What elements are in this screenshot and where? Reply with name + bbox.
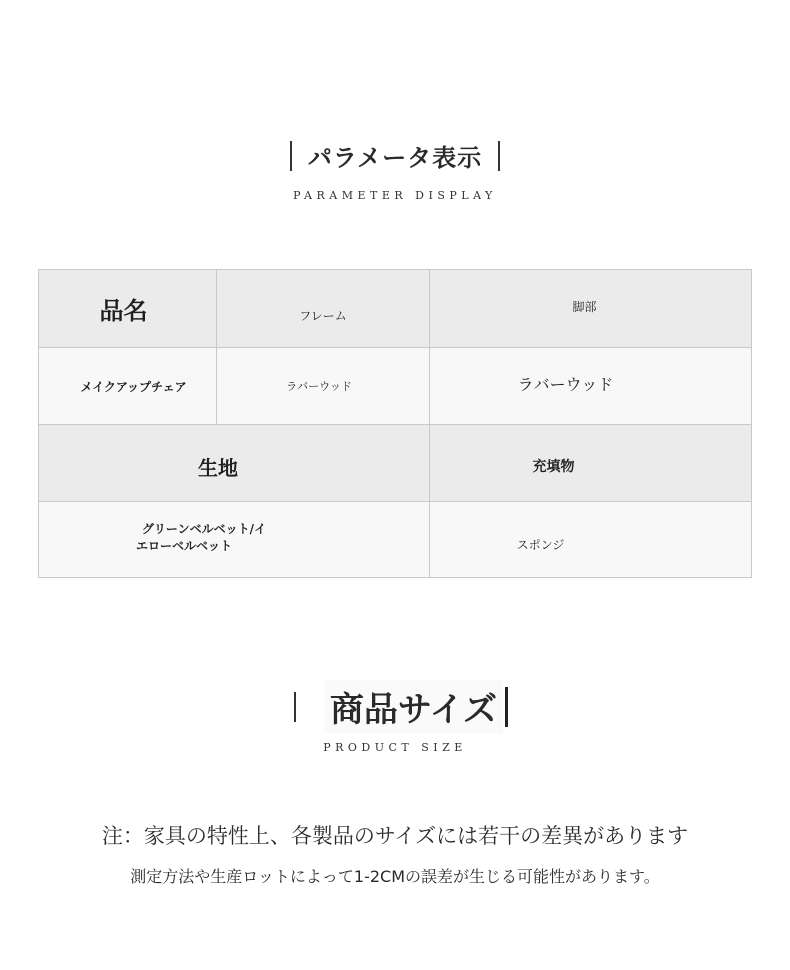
product-size-title: 商品サイズ [324, 680, 503, 733]
fabric-value-line1: グリーンベルベット/イ [141, 521, 267, 536]
frame-material-value: ラバーウッド [217, 348, 429, 424]
title-left-bar [294, 692, 296, 722]
filling-header: 充填物 [430, 425, 751, 501]
title-right-bar [505, 687, 508, 727]
legs-header: 脚部 [430, 270, 751, 347]
table-divider [39, 424, 751, 425]
table-divider [39, 347, 751, 348]
parameter-display-heading [0, 138, 790, 202]
product-name-value: メイクアップチェア [39, 348, 216, 424]
parameter-table [38, 269, 752, 578]
size-note-line2: 測定方法や生産ロットによって1-2CMの誤差が生じる可能性があります。 [130, 867, 660, 886]
product-size-subtitle: PRODUCT SIZE [323, 741, 467, 754]
product-size-title-row [294, 680, 508, 733]
parameter-display-title-row [290, 138, 500, 173]
legs-material-value: ラバーウッド [430, 348, 751, 424]
product-name-header: 品名 [39, 270, 216, 347]
fabric-value-line2: エローベルベット [136, 538, 233, 553]
parameter-display-subtitle: PARAMETER DISPLAY [293, 188, 497, 202]
parameter-display-title: パラメータ表示 [307, 144, 483, 172]
title-left-bar [290, 141, 292, 171]
table-divider [39, 501, 751, 502]
fabric-header: 生地 [39, 425, 429, 501]
title-right-bar [498, 141, 500, 171]
size-note-line1: 注：家具の特性上、各製品のサイズには若干の差異があります [101, 824, 689, 848]
frame-header: フレーム [217, 270, 429, 347]
product-size-heading [0, 680, 790, 754]
fabric-value [39, 502, 429, 577]
filling-value: スポンジ [430, 502, 751, 577]
